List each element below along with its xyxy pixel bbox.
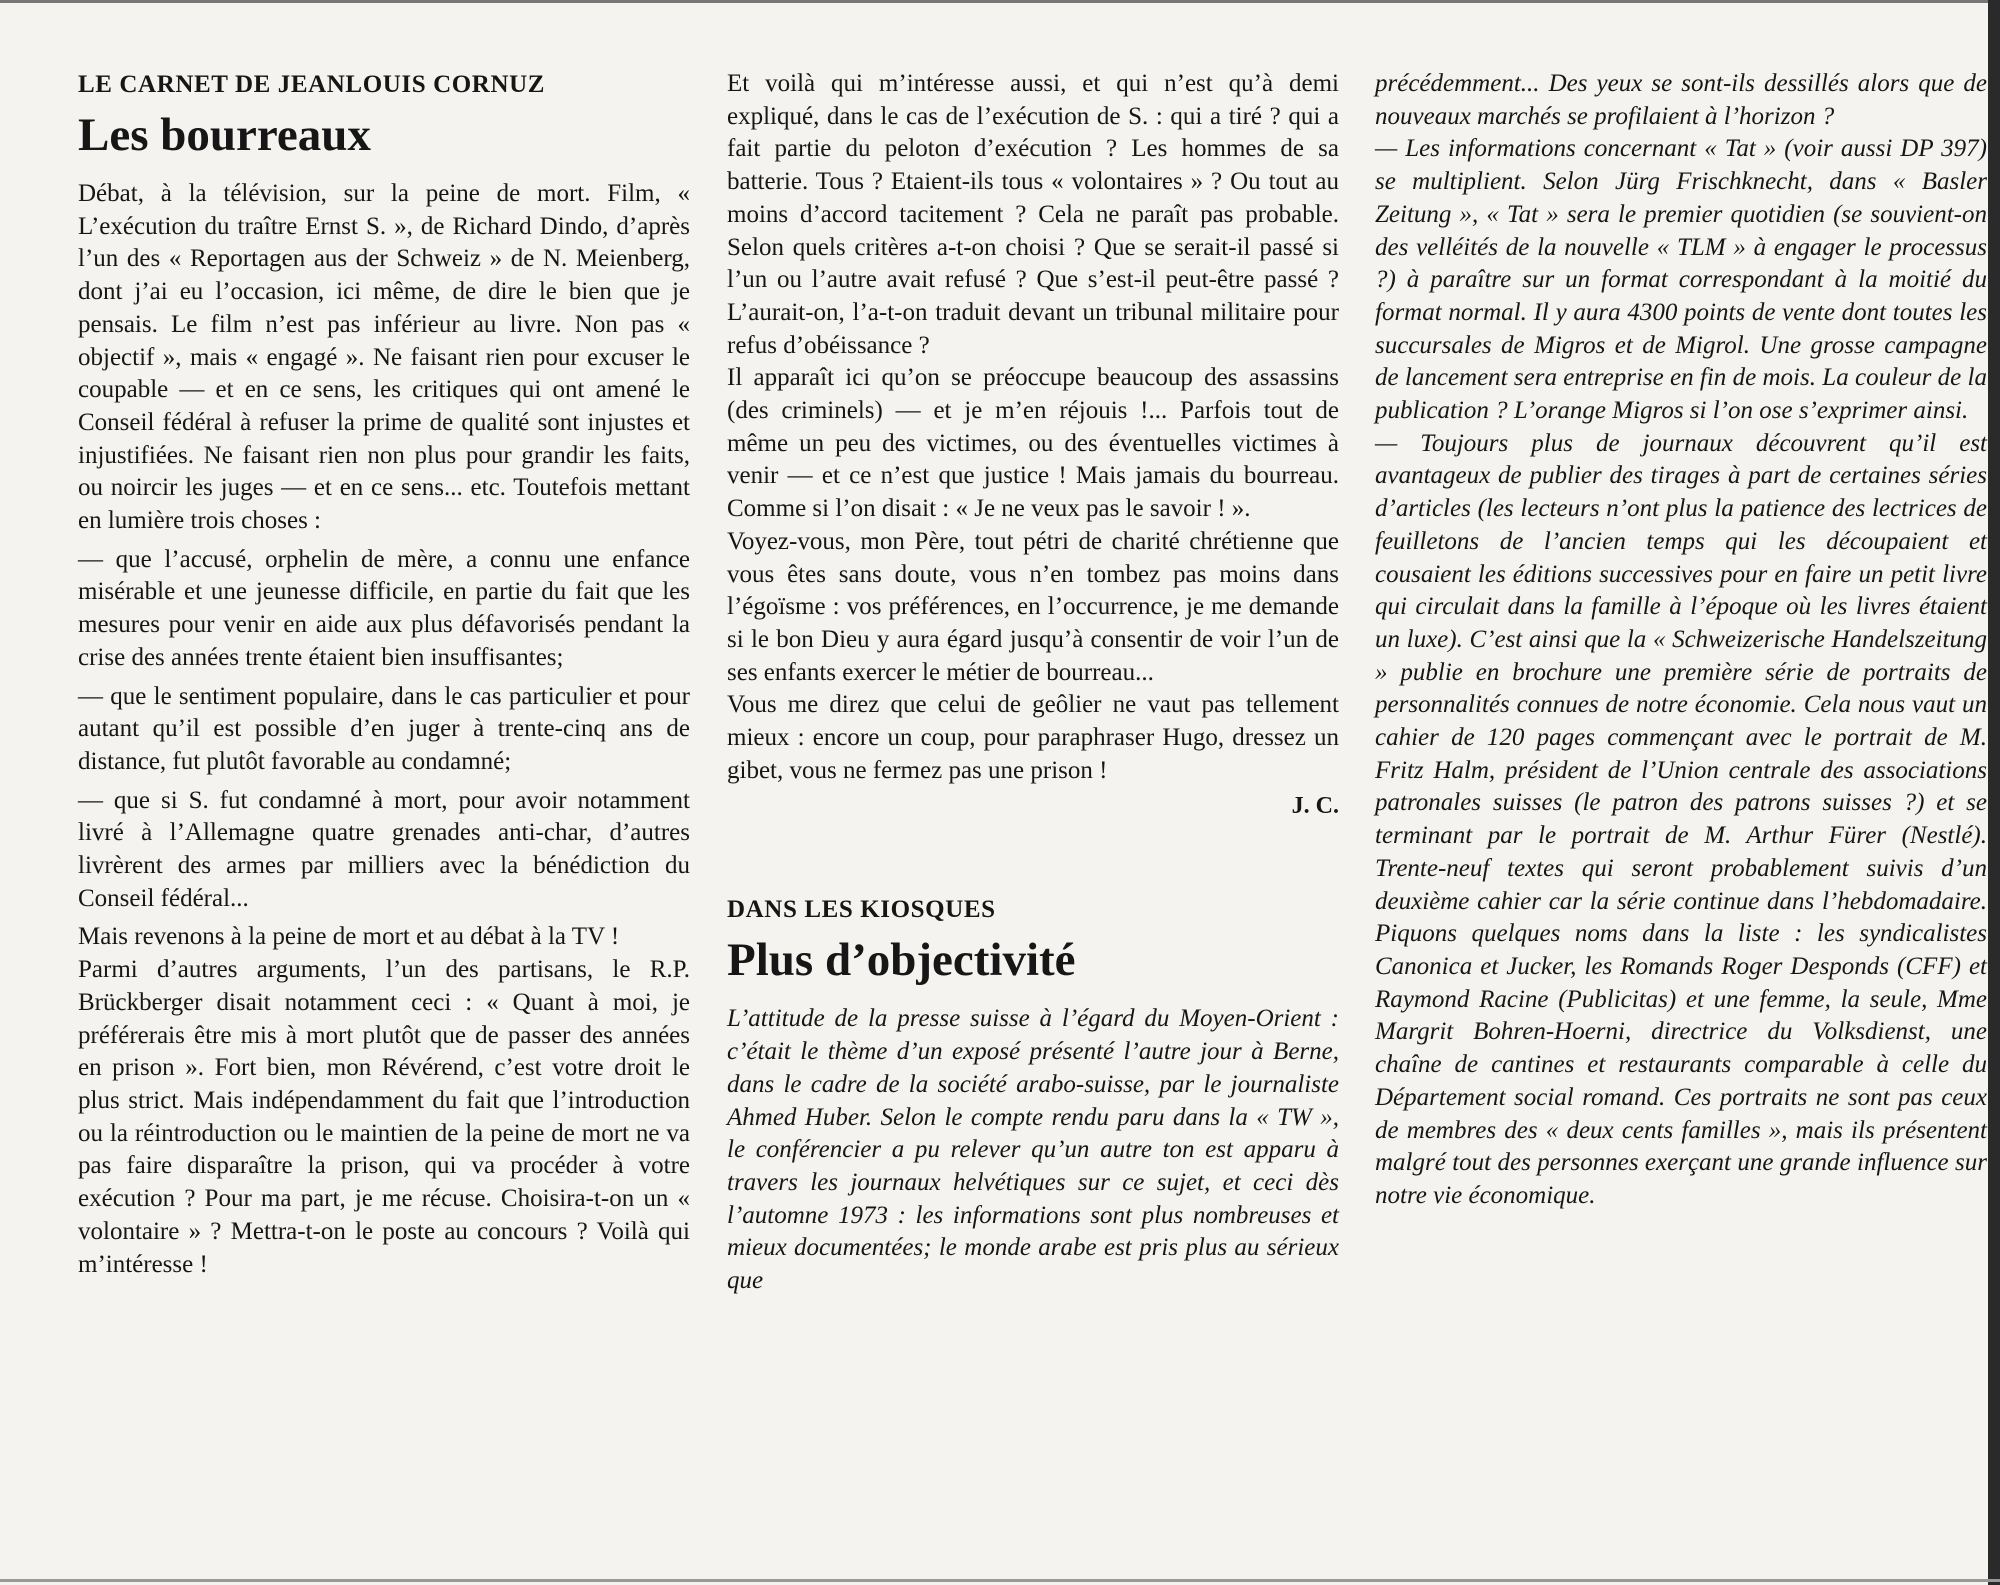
- column-2: [727, 68, 1339, 1298]
- article2-kicker: DANS LES KIOSQUES: [727, 896, 996, 924]
- column-1: [78, 68, 690, 1281]
- article1-signature: J. C.: [1291, 793, 1339, 820]
- article2-paragraph: précédemment... Des yeux se sont-ils dessillés alors que de nouveaux marchés se profilaient à l’horizon ?: [1375, 70, 1987, 130]
- article1-paragraph: Voyez-vous, mon Père, tout pétri de charité chrétienne que vous êtes sans doute, vous n’en tombez pas moins dans l’égoïsme : vos préférences, en l’occurrence, je me demande si le bon Dieu y aura égard jusqu’à consentir de voir l’un de ses enfants exercer le métier de bourreau...: [727, 527, 1339, 686]
- article1-paragraph: Mais revenons à la peine de mort et au débat à la TV !: [78, 923, 620, 951]
- article1-paragraph: Il apparaît ici qu’on se préoccupe beaucoup des assassins (des criminels) — et je m’en réjouis !... Parfois tout de même un peu des victimes, ou des éventuelles victimes à venir — et ce n’est que justice ! Mais jamais du bourreau. Comme si l’on disait : « Je ne veux pas le savoir ! ».: [727, 364, 1339, 523]
- article1-paragraph: — que l’accusé, orphelin de mère, a connu une enfance misérable et une jeunesse difficile, en partie du fait que les mesures pour venir en aide aux plus défavorisés pendant la crise des années trente étaient bien insuffisantes;: [78, 545, 690, 671]
- page-edge-shadow: [1988, 0, 2000, 1585]
- article2-title: Plus d’objectivité: [727, 934, 1076, 987]
- article1-kicker: LE CARNET DE JEANLOUIS CORNUZ: [78, 71, 546, 98]
- article1-paragraph: — que si S. fut condamné à mort, pour avoir notamment livré à l’Allemagne quatre grenades anti-char, d’autres livrèrent des armes par milliers avec la bénédiction du Conseil fédéral...: [78, 786, 690, 912]
- column-3: [1375, 68, 1987, 1213]
- article2-header: [727, 893, 1339, 989]
- article1-paragraph: — que le sentiment populaire, dans le cas particulier et pour autant qu’il est possible d’en juger à trente-cinq ans de distance, fut plutôt favorable au condamné;: [78, 682, 690, 775]
- article1-title: Les bourreaux: [78, 109, 371, 161]
- bottom-rule: [0, 1579, 2000, 1582]
- article2-paragraph: — Toujours plus de journaux découvrent qu’il est avantageux de publier des tirages à part de certaines séries d’articles (les lecteurs n’ont plus la patience des lectrices de feuilletons de l’ancien temps qui les découpaient et cousaient les éditions successives pour en faire un petit livre qui circulait dans la famille à l’époque où les livres étaient un luxe). C’est ainsi que la « Schweizerische Handelszeitung » publie en brochure une première série de portraits de personnalités connues de notre économie. Cela nous vaut un cahier de 120 pages commençant avec le portrait de M. Fritz Halm, président de l’Union centrale des associations patronales suisses (le patron des patrons suisses ?) et se terminant par le portrait de M. Arthur Fürer (Nestlé). Trente-neuf textes qui seront probablement suivis d’un deuxième cahier car la série continue dans l’hebdomadaire. Piquons quelques noms dans la liste : les syndicalistes Canonica et Jucker, les Romands Roger Desponds (CFF) et Raymond Racine (Publicitas) et une femme, la seule, Mme Margrit Bohren-Hoerni, directrice du Volksdienst, une chaîne de cantines et restaurants comparable à celle du Département social romand. Ces portraits ne sont pas ceux de membres des « deux cents familles », mais ils présentent malgré tout des personnes exerçant une grande influence sur notre vie économique.: [1375, 429, 1987, 1209]
- top-rule: [0, 0, 2000, 3]
- article1-paragraph: Débat, à la télévision, sur la peine de mort. Film, « L’exécution du traître Ernst S. », de Richard Dindo, d’après l’un des « Reportagen aus der Schweiz » de N. Meienberg, dont j’ai eu l’occasion, ici même, de dire le bien que je pensais. Le film n’est pas inférieur au livre. Non pas « objectif », mais « engagé ». Ne faisant rien pour excuser le coupable — et en ce sens, les critiques qui ont amené le Conseil fédéral à refuser la prime de qualité sont injustes et injustifiées. Ne faisant rien non plus pour grandir les faits, ou noircir les juges — et en ce sens... etc. Toutefois mettant en lumière trois choses :: [78, 180, 690, 535]
- article1-paragraph: Vous me direz que celui de geôlier ne vaut pas tellement mieux : encore un coup, pour paraphraser Hugo, dressez un gibet, vous ne fermez pas une prison !: [727, 691, 1339, 784]
- article1-paragraph: Parmi d’autres arguments, l’un des partisans, le R.P. Brückberger disait notamment ceci : « Quant à moi, je préférerais être mis à mort plutôt que de passer des années en prison ». Fort bien, mon Révérend, c’est votre droit le plus strict. Mais indépendamment du fait que l’introduction ou la réintroduction ou le maintien de la peine de mort ne va pas faire disparaître la prison, qui va procéder à votre exécution ? Pour ma part, je me récuse. Choisira-t-on un « volontaire » ? Mettra-t-on le poste au concours ? Voilà qui m’intéresse !: [78, 956, 690, 1278]
- article2-paragraph: L’attitude de la presse suisse à l’égard du Moyen-Orient : c’était le thème d’un exposé présenté l’autre jour à Berne, dans le cadre de la société arabo-suisse, par le journaliste Ahmed Huber. Selon le compte rendu paru dans la « TW », le conférencier a pu relever qu’un autre ton est apparu à travers les journaux helvétiques sur ce sujet, et ceci dès l’automne 1973 : les informations sont plus nombreuses et mieux documentées; le monde arabe est pris plus au sérieux que: [727, 1005, 1339, 1295]
- article2-paragraph: — Les informations concernant « Tat » (voir aussi DP 397) se multiplient. Selon Jürg Frischknecht, dans « Basler Zeitung », « Tat » sera le premier quotidien (se souvient-on des velléités de la nouvelle « TLM » à engager le processus ?) à paraître sur un format correspondant à la moitié du format normal. Il y aura 4300 points de vente dont toutes les succursales de Migros et de Migrol. Une grosse campagne de lancement sera entreprise en fin de mois. La couleur de la publication ? L’orange Migros si l’on ose s’exprimer ainsi.: [1375, 135, 1987, 425]
- article1-paragraph: Et voilà qui m’intéresse aussi, et qui n’est qu’à demi expliqué, dans le cas de l’exécution de S. : qui a tiré ? qui a fait partie du peloton d’exécution ? Les hommes de sa batterie. Tous ? Etaient-ils tous « volontaires » ? Ou tout au moins d’accord tacitement ? Cela ne paraît pas probable. Selon quels critères a-t-on choisi ? Que se serait-il passé si l’un ou l’autre avait refusé ? Que s’est-il peut-être passé ? L’aurait-on, l’a-t-on traduit devant un tribunal militaire pour refus d’obéissance ?: [727, 70, 1339, 359]
